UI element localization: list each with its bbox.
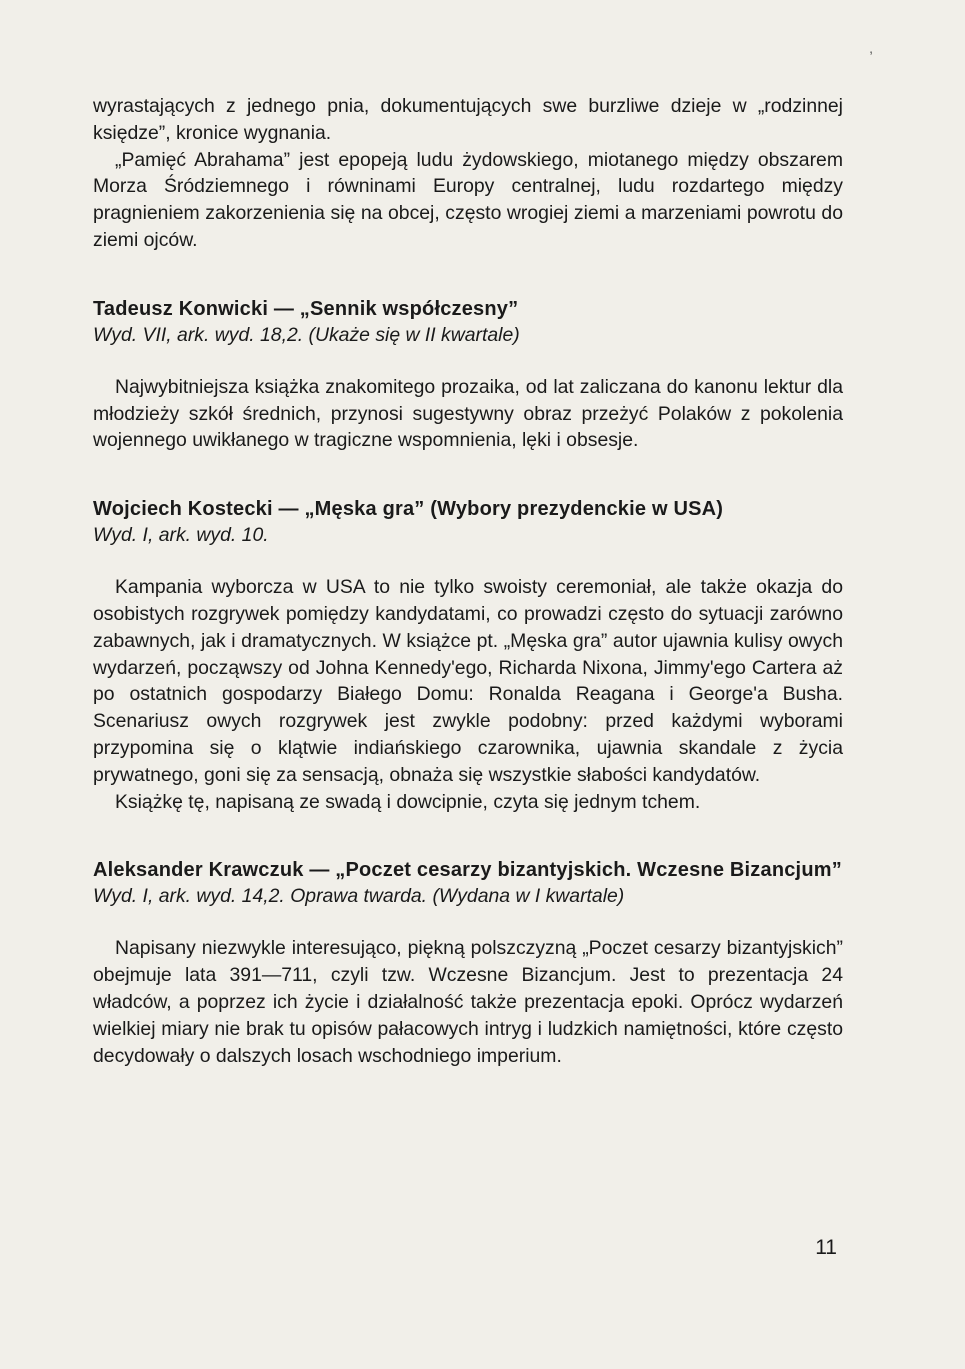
entry-description: Najwybitniejsza książka znakomitego prozaika, od lat zaliczana do kanonu lektur dla młodzieży szkół średnich, przynosi sugestywny obraz przeżyć Polaków z pokolenia wojennego uwikłanego w tragiczne wspomnienia, lęki i obsesje. xyxy=(93,375,843,452)
entry-edition: Wyd. VII, ark. wyd. 18,2. (Ukaże się w II kwartale) xyxy=(93,323,520,346)
intro-paragraph-2: „Pamięć Abrahama” jest epopeją ludu żydowskiego, miotanego między obszarem Morza Śródziemnego i równinami Europy centralnej, ludu rozdartego między pragnieniem zakorzenienia się na obcej, często wrogiej ziemi a marzeniami powrotu do ziemi ojców. xyxy=(93,148,843,251)
entry-heading: Aleksander Krawczuk — „Poczet cesarzy bizantyjskich. Wczesne Bizancjum” xyxy=(93,859,842,882)
margin-mark: , xyxy=(869,40,873,56)
entry-heading: Tadeusz Konwicki — „Sennik współczesny” xyxy=(93,297,519,320)
book-entry-kostecki xyxy=(93,496,843,815)
entry-edition: Wyd. I, ark. wyd. 10. xyxy=(93,524,269,547)
intro-paragraph-1: wyrastających z jednego pnia, dokumentujących swe burzliwe dzieje w „rodzinnej księdze”, kronice wygnania. xyxy=(93,95,843,144)
entry-description: Napisany niezwykle interesująco, piękną polszczyzną „Poczet cesarzy bizantyjskich” obejmuje lata 391—711, czyli tzw. Wczesne Bizancjum. Jest to prezentacja 24 władców, a poprzez ich życie i działalność także prezentacja epoki. Oprócz wydarzeń wielkiej miary nie brak tu opisów pałacowych intryg i ludzkich namiętności, które często decydowały o dalszych losach wschodniego imperium. xyxy=(93,937,843,1067)
entry-heading: Wojciech Kostecki — „Męska gra” (Wybory prezydenckie w USA) xyxy=(93,498,724,521)
book-entry-konwicki xyxy=(93,296,843,454)
book-entry-krawczuk xyxy=(93,857,843,1069)
entry-description: Kampania wyborcza w USA to nie tylko swoisty ceremoniał, ale także okazja do osobistych rozgrywek pomiędzy kandydatami, co prowadzi często do sytuacji zarówno zabawnych, jak i dramatycznych. W książce pt. „Męska gra” autor ujawnia kulisy owych wydarzeń, począwszy od Johna Kennedy'ego, Richarda Nixona, Jimmy'ego Cartera aż po ostatnich gospodarzy Białego Domu: Ronalda Reagana i George'a Busha. Scenariusz owych rozgrywek jest zwykle podobny: przed każdymi wyborami przypomina się o klątwie indiańskiego czarownika, ujawnia skandale z życia prywatnego, goni się za sensacją, obnaża się wszystkie słabości kandydatów. xyxy=(93,576,843,786)
page-number: 11 xyxy=(815,1236,837,1259)
entry-edition: Wyd. I, ark. wyd. 14,2. Oprawa twarda. (Wydana w I kwartale) xyxy=(93,885,625,908)
entry-description: Książkę tę, napisaną ze swadą i dowcipnie, czyta się jednym tchem. xyxy=(115,790,701,813)
